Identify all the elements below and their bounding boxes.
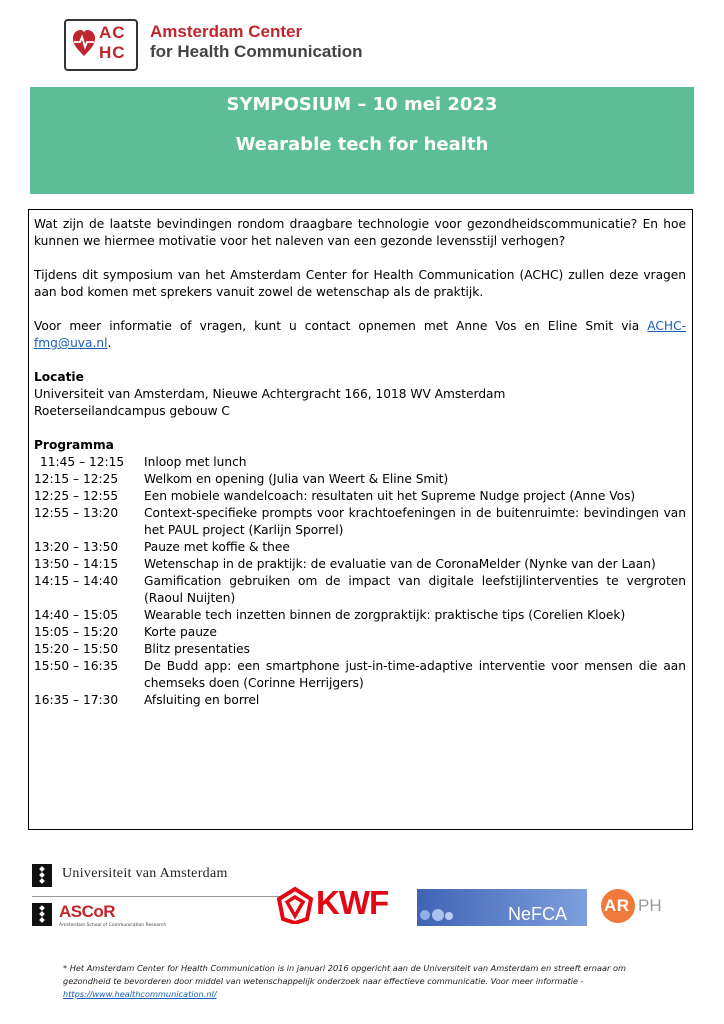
arph-ar-text: AR [604, 896, 630, 915]
footnote-link[interactable]: https://www.healthcommunication.nl/ [63, 989, 217, 999]
program-row [34, 505, 686, 539]
arph-ph-text: PH [638, 896, 662, 915]
org-name-line2: for Health Communication [150, 42, 363, 61]
divider [32, 896, 283, 897]
program-time: 15:20 – 15:50 [34, 642, 119, 656]
uva-logo [32, 864, 282, 888]
program-table [34, 454, 686, 709]
kwf-logo [276, 886, 406, 926]
program-desc: Een mobiele wandelcoach: resultaten uit het Supreme Nudge project (Anne Vos) [144, 489, 636, 503]
program-time: 13:50 – 14:15 [34, 557, 119, 571]
program-time: 15:05 – 15:20 [34, 625, 119, 639]
footnote [63, 962, 673, 1001]
program-row [34, 692, 686, 709]
kwf-emblem-icon [276, 886, 314, 924]
program-desc: De Budd app: een smartphone just-in-time-adaptive interventie voor mensen die aan chemseks doen (Corinne Herrijgers) [144, 659, 686, 690]
program-row [34, 624, 686, 641]
program-row [34, 573, 686, 607]
program-time: 12:55 – 13:20 [34, 506, 119, 520]
program-row [34, 471, 686, 488]
program-row [34, 658, 686, 692]
program-desc: Gamification gebruiken om de impact van digitale leefstijlinterventies te vergroten (Raoul Nuijten) [144, 574, 686, 605]
program-desc: Korte pauze [144, 625, 217, 639]
program-row [34, 556, 686, 573]
program-desc: Context-specifieke prompts voor krachtoefeningen in de buitenruimte: bevindingen van het PAUL project (Karlijn Sporrel) [144, 506, 686, 537]
nefca-dots-icon [417, 889, 457, 926]
program-desc: Welkom en opening (Julia van Weert & Eline Smit) [144, 472, 449, 486]
program-desc: Wetenschap in de praktijk: de evaluatie van de CoronaMelder (Nynke van der Laan) [144, 557, 656, 571]
program-time: 14:15 – 14:40 [34, 574, 119, 588]
location-building: Roeterseilandcampus gebouw C [34, 404, 230, 418]
ascor-subtitle: Amsterdam School of Communication Research [59, 923, 167, 928]
contact-text-end: . [107, 336, 112, 350]
program-time: 16:35 – 17:30 [34, 693, 119, 707]
location-address: Universiteit van Amsterdam, Nieuwe Achtergracht 166, 1018 WV Amsterdam [34, 387, 506, 401]
program-time: 14:40 – 15:05 [34, 608, 119, 622]
program-row [34, 454, 686, 471]
program-time: 12:15 – 12:25 [34, 472, 119, 486]
location-heading: Locatie [34, 370, 84, 384]
program-heading: Programma [34, 438, 114, 452]
footnote-text: * Het Amsterdam Center for Health Communication is in januari 2016 opgericht aan de Universiteit van Amsterdam en streeft ernaar om gezondheid te bevorderen door middel van wetenschappelijk onderzoek naar effectieve communicatie. Voor meer informatie - [63, 963, 626, 986]
program-desc: Afsluiting en borrel [144, 693, 260, 707]
program-time: 12:25 – 12:55 [34, 489, 119, 503]
nefca-logo [417, 889, 587, 926]
program-time: 15:50 – 16:35 [34, 659, 119, 673]
event-title: SYMPOSIUM – 10 mei 2023 [226, 94, 498, 115]
heart-pulse-icon [72, 26, 96, 62]
arph-logo [601, 889, 671, 925]
uva-shield-icon [32, 864, 52, 887]
ascor-logo [32, 903, 182, 929]
logo-letters-hc: HC [99, 43, 126, 62]
title-banner [30, 87, 694, 194]
contact-text: Voor meer informatie of vragen, kunt u contact opnemen met Anne Vos en Eline Smit via [34, 319, 648, 333]
program-desc: Wearable tech inzetten binnen de zorgpraktijk: praktische tips (Corelien Kloek) [144, 608, 626, 622]
uva-name: Universiteit van Amsterdam [62, 866, 228, 881]
program-time: 11:45 – 12:15 [40, 455, 125, 469]
intro-paragraph-2: Tijdens dit symposium van het Amsterdam Center for Health Communication (ACHC) zullen deze vragen aan bod komen met sprekers vanuit zowel de wetenschap als de praktijk. [34, 268, 686, 299]
intro-paragraph-1: Wat zijn de laatste bevindingen rondom draagbare technologie voor gezondheidscommunicatie? En hoe kunnen we hiermee motivatie voor het naleven van een gezonde levensstijl verhogen? [34, 217, 686, 248]
kwf-name: KWF [316, 884, 389, 921]
program-desc: Blitz presentaties [144, 642, 250, 656]
program-row [34, 488, 686, 505]
org-name-line1: Amsterdam Center [150, 22, 303, 41]
achc-logo-mark [64, 19, 138, 71]
program-desc: Pauze met koffie & thee [144, 540, 290, 554]
event-subtitle: Wearable tech for health [235, 134, 489, 155]
content-box [28, 209, 693, 830]
contact-email-link[interactable]: ACHC-fmg@uva.nl [34, 319, 686, 350]
ascor-name: ASCoR [59, 902, 116, 921]
program-desc: Inloop met lunch [144, 455, 247, 469]
program-row [34, 539, 686, 556]
uva-shield-icon [32, 903, 52, 926]
contact-paragraph [34, 318, 686, 352]
nefca-name: NeFCA [508, 904, 568, 924]
program-row [34, 641, 686, 658]
logo-letters-ac: AC [99, 23, 126, 42]
program-time: 13:20 – 13:50 [34, 540, 119, 554]
program-row [34, 607, 686, 624]
